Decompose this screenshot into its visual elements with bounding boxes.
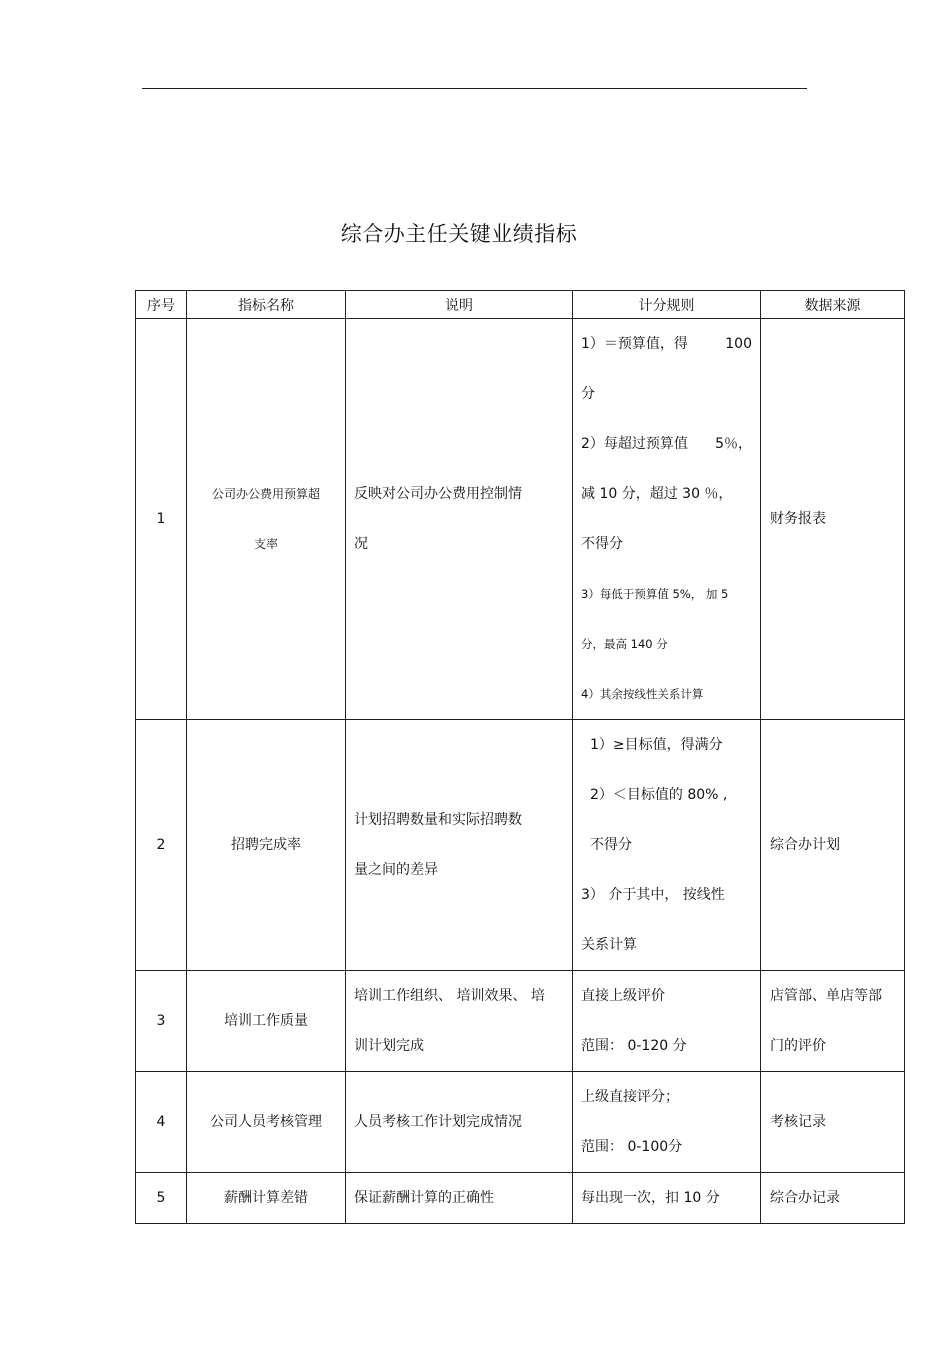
- kpi-table: [135, 290, 905, 1224]
- kpi-name: 培训工作质量: [187, 971, 346, 1072]
- header-rule: [142, 88, 807, 89]
- row-index: 3: [136, 971, 187, 1072]
- scoring-rule: 每出现一次，扣 10 分: [573, 1173, 761, 1224]
- data-source: 综合办计划: [761, 720, 905, 971]
- kpi-name: 招聘完成率: [187, 720, 346, 971]
- header-data-source: 数据来源: [761, 291, 905, 319]
- document-title: 综合办主任关键业绩指标: [340, 222, 578, 246]
- kpi-description: 培训工作组织、 培训效果、 培 训计划完成: [346, 971, 573, 1072]
- table-row: [136, 1173, 905, 1224]
- data-source: 综合办记录: [761, 1173, 905, 1224]
- table-row: [136, 720, 905, 971]
- scoring-rule: 上级直接评分； 范围： 0-100分: [573, 1072, 761, 1173]
- row-index: 2: [136, 720, 187, 971]
- scoring-rule: 1）≥目标值，得满分 2）＜目标值的 80% , 不得分 3） 介于其中， 按线性 关系计算: [573, 720, 761, 971]
- scoring-rule: 直接上级评价 范围： 0-120 分: [573, 971, 761, 1072]
- table-row: [136, 1072, 905, 1173]
- kpi-name: 薪酬计算差错: [187, 1173, 346, 1224]
- row-index: 4: [136, 1072, 187, 1173]
- kpi-name: 公司办公费用预算超 支率: [187, 319, 346, 720]
- data-source: 财务报表: [761, 319, 905, 720]
- table-row: [136, 319, 905, 720]
- table-header-row: [136, 291, 905, 319]
- kpi-name: 公司人员考核管理: [187, 1072, 346, 1173]
- data-source: 考核记录: [761, 1072, 905, 1173]
- kpi-description: 保证薪酬计算的正确性: [346, 1173, 573, 1224]
- header-scoring-rule: 计分规则: [573, 291, 761, 319]
- kpi-description: 计划招聘数量和实际招聘数 量之间的差异: [346, 720, 573, 971]
- kpi-description: 人员考核工作计划完成情况: [346, 1072, 573, 1173]
- row-index: 1: [136, 319, 187, 720]
- data-source: 店管部、单店等部 门的评价: [761, 971, 905, 1072]
- row-index: 5: [136, 1173, 187, 1224]
- scoring-rule: 1）＝预算值，得 100 分 2）每超过预算值 5％， 减 10 分，超过 30 ％， 不得分 3）每低于预算值 5%， 加 5 分，最高 140 分 4）其余按线性关系计算: [573, 319, 761, 720]
- header-kpi-name: 指标名称: [187, 291, 346, 319]
- table-row: [136, 971, 905, 1072]
- header-description: 说明: [346, 291, 573, 319]
- kpi-description: 反映对公司办公费用控制情 况: [346, 319, 573, 720]
- header-index: 序号: [136, 291, 187, 319]
